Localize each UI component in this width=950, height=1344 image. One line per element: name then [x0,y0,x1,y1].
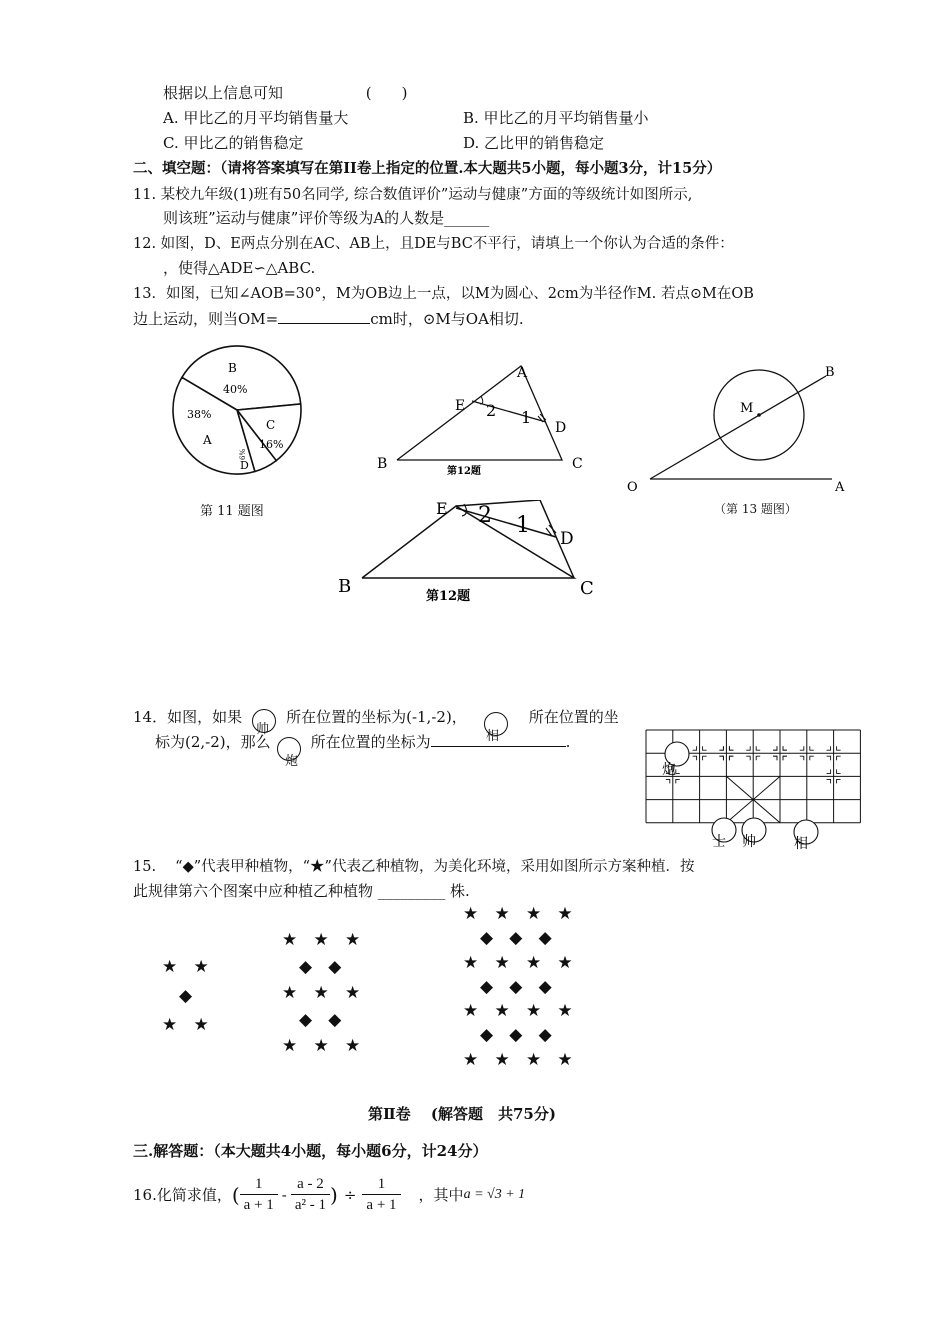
board-position-mark [746,756,750,760]
pie-label-c: C [266,418,276,432]
chessboard-figure [640,722,870,852]
q11-line2: 则该班”运动与健康”评价等级为A的人数是______ [163,209,490,227]
board-position-mark [756,746,760,750]
board-position-mark [729,756,733,760]
fig12-triangle-duplicate [330,500,610,610]
board-position-mark [719,756,723,760]
pattern-2: ★ ★ ★ ◆ ◆ ★ ★ ★ ◆ ◆ ★ ★ ★ [282,930,361,1056]
board-position-mark [693,746,697,750]
pie-label-d: D [240,459,249,472]
section3-heading: 三.解答题：（本大题共4小题，每小题6分，计24分） [133,1142,488,1160]
board-piece-shuai: 帅 [742,834,756,850]
q14-line2: 标为(2,-2)，那么 所在位置的坐标为 . [155,733,571,751]
q16-fraction-2: $\frac{a - 2}{\text{a² - 1}}$ [291,1174,330,1215]
board-position-mark [827,746,831,750]
fig13-label-m: M [740,401,754,416]
q10-stem: 根据以上信息可知 ( ) [163,84,408,102]
board-position-mark [783,746,787,750]
pattern-3: ★ ★ ★ ★ ◆ ◆ ◆ ★ ★ ★ ★ ◆ ◆ ◆ ★ ★ ★ ★ ◆ ◆ ◆ ★ ★ ★ ★ [463,904,573,1070]
board-position-mark [703,756,707,760]
board-position-mark [703,746,707,750]
board-position-mark [773,746,777,750]
board-piece-shi: 士 [712,834,726,850]
q15-line2: 此规律第六个图案中应种植乙种植物 _________ 株. [133,882,470,900]
q14-line1: 14．如图，如果 所在位置的坐标为(-1,-2)， 所在位置的坐 [133,708,619,726]
q12-line2: ，使得△ADE∽△ABC. [163,259,316,277]
fig12b-label-e: E [436,500,448,518]
fig13-label-a: A [835,480,845,495]
board-position-mark [719,746,723,750]
q14-piece-xiang: 相 [486,729,500,744]
fig12b-angle-2: 2 [478,503,492,528]
fig12-label-e: E [455,398,466,414]
q16-fraction-1: $\frac{1}{a + 1}$ [240,1174,278,1215]
fig12-label-c: C [572,456,583,472]
fig12b-label-d: D [560,529,574,549]
board-position-mark [783,756,787,760]
board-position-mark [837,779,841,783]
fig12-label-d: D [555,420,567,436]
q10-option-a: A. 甲比乙的月平均销售量大 [163,109,349,127]
board-position-mark [756,756,760,760]
fig13-circle-figure [622,360,852,495]
board-position-mark [719,756,723,760]
fig12-label-a: A [517,365,528,381]
q14-answer-blank [431,746,566,747]
q13-line2: 边上运动，则当OM= cm时，⊙M与OA相切. [133,310,524,328]
q10-option-d: D. 乙比甲的销售稳定 [463,134,605,152]
q10-option-c: C. 甲比乙的销售稳定 [163,134,304,152]
q12-line1: 12. 如图，D、E两点分别在AC、AB上，且DE与BC不平行，请填上一个你认为合适的条件： [133,236,734,252]
pie-pct-d: 6% [239,448,247,460]
board-position-mark [837,756,841,760]
board-position-mark [729,746,733,750]
fig12b-label-c: C [580,578,594,599]
board-position-mark [827,769,831,773]
q10-answer-paren: ( ) [365,84,408,102]
board-position-mark [810,746,814,750]
board-position-mark [827,756,831,760]
section2-heading: 二、填空题：（请将答案填写在第II卷上指定的位置.本大题共5小题，每小题3分，计15分） [133,160,722,177]
board-position-mark [666,779,670,783]
part2-heading: 第Ⅱ卷 (解答题 共75分) [368,1105,556,1123]
fig13-caption: （第 13 题图） [714,502,797,516]
board-piece-pao: 炮 [662,762,676,778]
fig11-pie-chart [165,340,315,485]
fig12-caption: 第12题 [447,466,481,477]
q10-option-b: B. 甲比乙的月平均销售量小 [463,109,649,127]
board-position-mark [810,756,814,760]
fig13-label-b: B [825,365,835,380]
board-position-mark [837,769,841,773]
board-position-mark [773,756,777,760]
fig12-triangle [365,360,595,480]
board-position-mark [729,746,733,750]
board-position-mark [676,779,680,783]
pie-pct-c: 16% [259,438,284,451]
q11-line1: 11. 某校九年级(1)班有50名同学, 综合数值评价”运动与健康”方面的等级统计如图所示, [133,187,693,203]
pie-label-b: B [228,361,237,375]
fig12b-caption: 第12题 [426,589,471,604]
q13-line1: 13．如图，已知∠AOB=30°，M为OB边上一点，以M为圆心、2cm为半径作M. 若点⊙M在OB [133,286,754,302]
pie-pct-b: 40% [223,383,248,396]
pattern-1: ★ ★ ◆ ★ ★ [162,957,209,1035]
board-position-mark [693,756,697,760]
fig12b-label-b: B [338,576,352,597]
board-position-mark [783,746,787,750]
fig12-angle-1: 1 [521,408,532,427]
board-position-mark [746,746,750,750]
board-position-mark [783,756,787,760]
q15-line1: 15. “◆”代表甲种植物，“★”代表乙种植物，为美化环境，采用如图所示方案种植．按 [133,859,695,875]
board-position-mark [800,746,804,750]
fig12-label-b: B [377,456,388,472]
pie-pct-a: 38% [187,408,212,421]
fig12b-angle-1: 1 [516,513,530,538]
q14-piece-pao: 炮 [285,754,299,769]
board-piece-xiang: 相 [794,836,808,852]
q13-answer-blank [278,323,370,324]
board-position-mark [800,756,804,760]
fig12-angle-2: 2 [486,401,497,420]
q16-condition: a = √3 + 1 [463,1186,526,1202]
board-position-mark [719,746,723,750]
q16-expression: 16.化简求值， ( $\frac{1}{a + 1}$ - $\frac{a - 2}{\text{a² - 1}}$ ) ÷ $\frac{1}{a + 1}$ ，其中 a = √3 + 1 [133,1176,526,1213]
fig13-label-o: O [627,480,638,495]
q14-piece-shuai: 帅 [256,722,270,737]
board-position-mark [676,769,680,773]
board-position-mark [729,756,733,760]
fig11-caption: 第 11 题图 [200,504,264,519]
board-position-mark [773,756,777,760]
board-position-mark [827,779,831,783]
board-position-mark [773,746,777,750]
board-position-mark [837,746,841,750]
q16-fraction-3: $\frac{1}{a + 1}$ [362,1174,400,1215]
pie-label-a: A [203,433,212,447]
